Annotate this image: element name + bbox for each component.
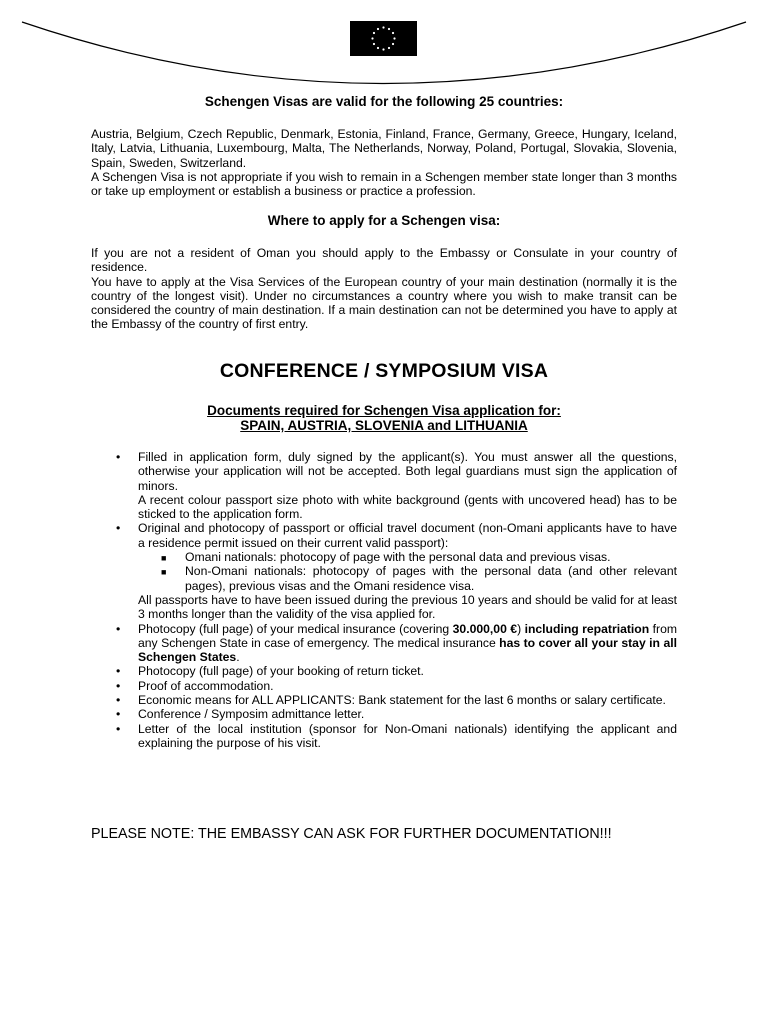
- list-item: [116, 664, 677, 679]
- countries-heading: Schengen Visas are valid for the following 25 countries:: [204, 94, 564, 109]
- bullet-icon: •: [116, 721, 121, 736]
- residence-paragraph: If you are not a resident of Oman you should apply to the Embassy or Consulate in your country of residence.: [91, 246, 677, 275]
- passport-requirement-text: Original and photocopy of passport or official travel document (non-Omani applicants have to have a residence permit issued on their current valid passport):: [138, 521, 677, 550]
- countries-list: Austria, Belgium, Czech Republic, Denmark, Estonia, Finland, France, Germany, Greece, Hungary, Iceland, Italy, Latvia, Lithuania, Luxembourg, Malta, The Netherlands, Norway, Poland, Portugal, Slovakia, Slovenia, Spain, Sweden, Switzerland.: [91, 127, 677, 170]
- list-item: [116, 450, 677, 522]
- list-item: [116, 678, 677, 693]
- sub-list-item: [161, 564, 677, 593]
- sub-list-item: [161, 550, 677, 565]
- square-bullet-icon: ■: [161, 553, 167, 564]
- footer-note: PLEASE NOTE: THE EMBASSY CAN ASK FOR FURTHER DOCUMENTATION!!!: [91, 826, 612, 842]
- where-to-apply-heading: Where to apply for a Schengen visa:: [267, 213, 501, 228]
- list-item: [116, 707, 677, 722]
- insurance-repatriation: including repatriation: [524, 621, 650, 636]
- main-destination-paragraph: You have to apply at the Visa Services of the European country of your main destination (normally it is the country of the longest visit). Under no circumstances a country where you wish to make transit can be considered the country of main destination. If a main destination can not be determined you have to apply at the Embassy of the country of first entry.: [91, 274, 677, 332]
- accommodation-text: Proof of accommodation.: [138, 678, 274, 693]
- bullet-icon: •: [116, 664, 121, 679]
- non-omani-nationals-text: Non-Omani nationals: photocopy of pages with the personal data (and other relevant pages), previous visas and the Omani residence visa.: [185, 564, 677, 593]
- application-form-text: Filled in application form, duly signed by the applicant(s). You must answer all the questions, otherwise your application will not be accepted. Both legal guardians must sign the application of minors.: [138, 450, 677, 493]
- where-to-apply-block: [91, 246, 677, 332]
- list-item: [116, 621, 678, 665]
- bullet-icon: •: [116, 450, 121, 464]
- star-icon: [388, 28, 390, 30]
- bullet-icon: •: [116, 521, 121, 536]
- bullet-icon: •: [116, 693, 121, 708]
- eu-flag-icon: [350, 21, 417, 56]
- return-ticket-text: Photocopy (full page) of your booking of return ticket.: [138, 664, 424, 679]
- sponsor-letter-text: Letter of the local institution (sponsor for Non-Omani nationals) identifying the applicant and explaining the purpose of his visit.: [138, 721, 677, 750]
- omani-nationals-text: Omani nationals: photocopy of page with the personal data and previous visas.: [185, 550, 611, 565]
- list-item: [116, 521, 677, 622]
- economic-means-text: Economic means for ALL APPLICANTS: Bank statement for the last 6 months or salary certificate.: [138, 693, 666, 708]
- insurance-text: .: [236, 650, 240, 665]
- star-icon: [392, 43, 394, 45]
- star-icon: [371, 37, 373, 39]
- bullet-icon: •: [116, 678, 121, 693]
- star-icon: [392, 32, 394, 34]
- bullet-icon: •: [116, 707, 121, 722]
- star-icon: [373, 43, 375, 45]
- star-icon: [377, 47, 379, 49]
- subtitle-line-1: Documents required for Schengen Visa application for:: [207, 403, 561, 418]
- photo-requirement-text: A recent colour passport size photo with white background (gents with uncovered head) has to be sticked to the application form.: [138, 492, 677, 522]
- countries-block: [91, 127, 677, 198]
- square-bullet-icon: ■: [161, 567, 167, 578]
- passport-validity-text: All passports have to have been issued during the previous 10 years and should be valid for at least 3 months longer than the validity of the visa applied for.: [138, 592, 677, 622]
- requirements-list: [116, 450, 678, 750]
- star-icon: [373, 32, 375, 34]
- list-item: [116, 693, 677, 708]
- schengen-limit-note: A Schengen Visa is not appropriate if you wish to remain in a Schengen member state longer than 3 months or take up employment or establish a business or practice a profession.: [91, 169, 677, 199]
- list-item: [116, 721, 677, 751]
- star-icon: [382, 26, 384, 28]
- insurance-amount: 30.000,00 €: [452, 621, 518, 636]
- star-icon: [393, 37, 395, 39]
- star-icon: [377, 28, 379, 30]
- star-icon: [382, 48, 384, 50]
- subtitle-line-2: SPAIN, AUSTRIA, SLOVENIA and LITHUANIA: [240, 418, 528, 433]
- bullet-icon: •: [116, 621, 121, 636]
- star-icon: [388, 47, 390, 49]
- insurance-text: Photocopy (full page) of your medical insurance (covering: [138, 621, 453, 636]
- insurance-text: from any Schengen State in case of emergency. The medical insurance: [138, 621, 678, 650]
- documents-subtitle: [0, 403, 768, 433]
- page-title: CONFERENCE / SYMPOSIUM VISA: [219, 360, 549, 382]
- insurance-text: ): [517, 621, 525, 636]
- admittance-letter-text: Conference / Symposim admittance letter.: [138, 707, 365, 722]
- insurance-coverage: has to cover all your stay in all Schengen States: [138, 635, 677, 665]
